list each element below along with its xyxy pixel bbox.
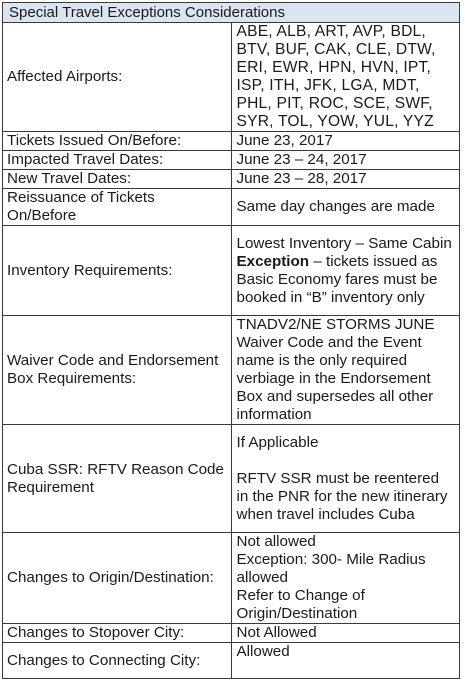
row-value [231,533,460,624]
exception-label: Exception [236,252,310,270]
row-value [231,226,460,316]
cuba-line-1: If Applicable [236,433,319,451]
row-value: Same day changes are made [231,189,460,226]
table-row-reissuance [3,189,460,226]
table-row-origin-destination [3,533,460,624]
row-label: Changes to Connecting City: [3,643,232,679]
table-row-connecting [3,643,460,679]
row-label: Changes to Stopover City: [3,624,232,643]
table-row-stopover [3,624,460,643]
row-label: Waiver Code and Endorsement Box Requirements: [3,316,232,425]
row-value [231,425,460,533]
od-line-2: Exception: 300- Mile Radius allowed [236,551,426,586]
table-row-inventory [3,226,460,316]
row-label: Tickets Issued On/Before: [3,132,232,151]
row-value: June 23 – 24, 2017 [231,151,460,170]
table-row-tickets-issued [3,132,460,151]
table-title: Special Travel Exceptions Considerations [3,3,460,23]
row-value: Allowed [231,643,460,679]
row-value: June 23, 2017 [231,132,460,151]
row-value: TNADV2/NE STORMS JUNE Waiver Code and the Event name is the only required verbiage in the Endorsement Box and supersedes all other information [231,316,460,425]
exceptions-table-container [2,2,463,679]
table-row-impacted-dates [3,151,460,170]
od-line-1: Not allowed [236,533,316,550]
table-row-new-dates [3,170,460,189]
table-row-cuba-ssr [3,425,460,533]
row-label: Changes to Origin/Destination: [3,533,232,624]
row-value: ABE, ALB, ART, AVP, BDL, BTV, BUF, CAK, CLE, DTW, ERI, EWR, HPN, HVN, IPT, ISP, ITH, JFK, LGA, MDT, PHL, PIT, ROC, SCE, SWF, SYR, TOL, YOW, YUL, YYZ [231,23,460,132]
table-row-waiver-code [3,316,460,425]
row-label: Affected Airports: [3,23,232,132]
row-label: Inventory Requirements: [3,226,232,316]
inventory-exception [237,253,456,307]
od-line-3: Refer to Change of Origin/Destination [236,587,365,622]
row-value: Not Allowed [231,624,460,643]
inventory-line: Lowest Inventory – Same Cabin [236,234,452,252]
table-header-row [3,3,460,23]
row-value: June 23 – 28, 2017 [231,170,460,189]
row-label: Impacted Travel Dates: [3,151,232,170]
exceptions-table [2,2,460,679]
exception-text: – tickets issued as Basic Economy fares must be booked in “B” inventory only [236,252,438,306]
row-label: Cuba SSR: RFTV Reason Code Requirement [3,425,232,533]
table-row-affected-airports [3,23,460,132]
row-label: New Travel Dates: [3,170,232,189]
cuba-line-2: RFTV SSR must be reentered in the PNR for the new itinerary when travel includes Cuba [236,469,448,523]
row-label: Reissuance of Tickets On/Before [3,189,232,226]
